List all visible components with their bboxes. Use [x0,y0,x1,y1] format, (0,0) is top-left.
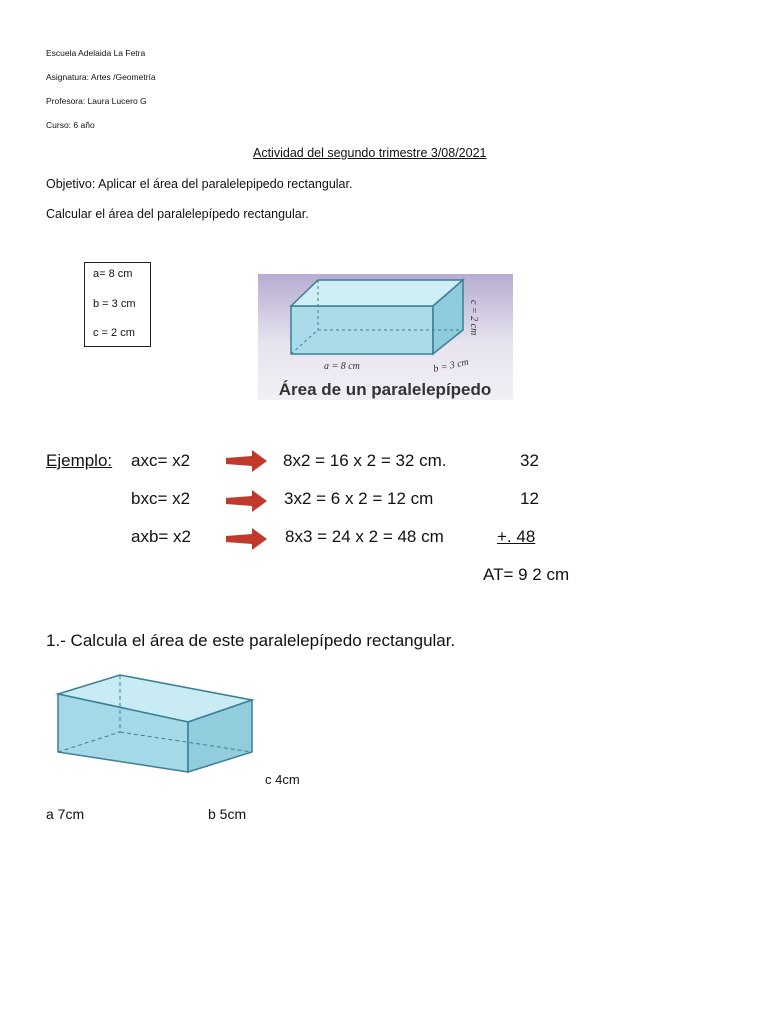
example-calc-3: 8x3 = 24 x 2 = 48 cm [285,527,444,546]
dimension-b: b = 3 cm [93,298,136,310]
example-value-1: 32 [520,451,539,470]
example-expr-1: axc= x2 [131,451,191,470]
objective-text: Objetivo: Aplicar el área del paralelepipedo rectangular. [46,177,353,191]
arrow-icon [226,527,268,551]
figure-label-b: b = 3 cm [432,356,470,375]
example-total: AT= 9 2 cm [483,565,570,584]
exercise-label-b: b 5cm [208,806,247,822]
example-expr-2: bxc= x2 [131,489,191,508]
example-expr-3: axb= x2 [131,527,192,546]
example-calc-1: 8x2 = 16 x 2 = 32 cm. [283,451,447,470]
grade-line: Curso: 6 año [46,120,95,130]
figure-label-a: a = 8 cm [324,361,360,372]
example-label: Ejemplo: [46,451,113,470]
arrow-icon [226,449,268,473]
subject-line: Asignatura: Artes /Geometría [46,72,156,82]
exercise-prism-figure [52,672,258,776]
dimensions-box [84,262,151,347]
arrow-icon [226,489,268,513]
dimension-a: a= 8 cm [93,268,133,280]
exercise-prompt: 1.- Calcula el área de este paralelepípedo rectangular. [46,631,456,650]
dimension-c: c = 2 cm [93,327,135,339]
figure-label-c: c = 2 cm [468,300,479,336]
paralelepiped-figure [258,274,513,400]
example-value-3: +. 48 [497,527,536,546]
example-value-2: 12 [520,489,539,508]
instruction-text: Calcular el área del paralelepípedo rectangular. [46,207,309,221]
figure-caption: Área de un paralelepípedo [278,380,492,399]
teacher-line: Profesora: Laura Lucero G [46,96,147,106]
exercise-label-c: c 4cm [265,772,300,787]
school-name: Escuela Adelaida La Fetra [46,48,146,58]
page-title: Actividad del segundo trimestre 3/08/2021 [253,146,487,160]
example-calc-2: 3x2 = 6 x 2 = 12 cm [284,489,434,508]
exercise-label-a: a 7cm [46,806,85,822]
